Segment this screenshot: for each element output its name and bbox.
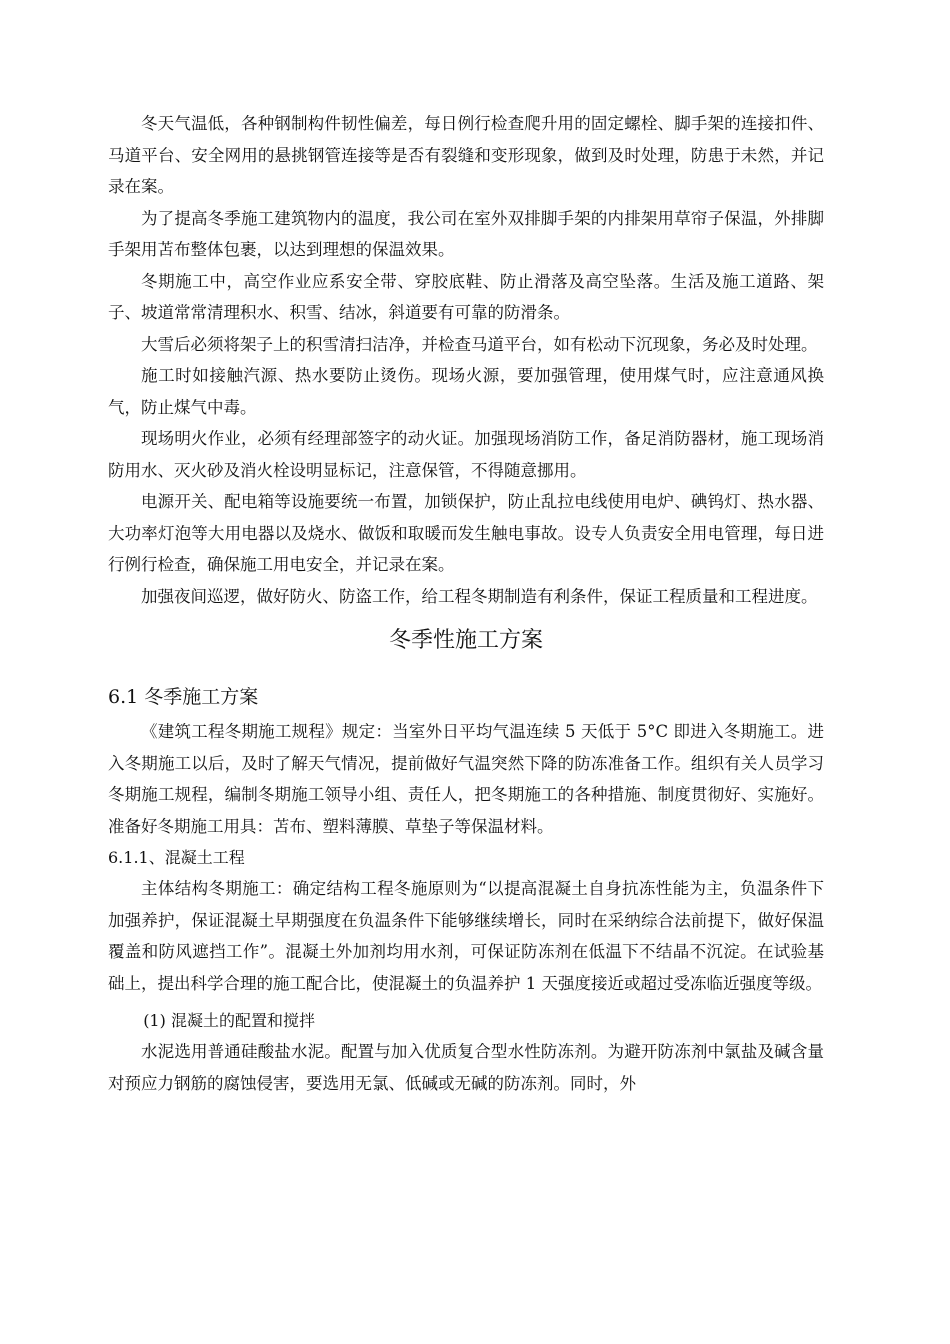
document-body [108, 108, 824, 1099]
paragraph-electrical-safety: 电源开关、配电箱等设施要统一布置，加锁保护，防止乱拉电线使用电炉、碘钨灯、热水器、大功率灯泡等大用电器以及烧水、做饭和取暖而发生触电事故。设专人负责安全用电管理，每日进行例行检查，确保施工用电安全，并记录在案。 [108, 492, 824, 574]
paragraph-winter-regulation: 《建筑工程冬期施工规程》规定：当室外日平均气温连续 5 天低于 5°C 即进入冬期施工。进入冬期施工以后，及时了解天气情况，提前做好气温突然下降的防冻准备工作。组织有关人员学习冬期施工规程，编制冬期施工领导小组、责任人，把冬期施工的各种措施、制度贯彻好、实施好。准备好冬期施工用具：苫布、塑料薄膜、草垫子等保温材料。 [108, 722, 824, 836]
heading-6-1: 6.1 冬季施工方案 [108, 686, 259, 708]
section-title: 冬季性施工方案 [388, 628, 543, 653]
paragraph-burn-gas-prevention: 施工时如接触汽源、热水要防止烫伤。现场火源，要加强管理，使用煤气时，应注意通风换气，防止煤气中毒。 [108, 366, 824, 417]
paragraph-night-patrol: 加强夜间巡逻，做好防火、防盗工作，给工程冬期制造有利条件，保证工程质量和工程进度。 [141, 586, 818, 606]
item-heading-concrete-mixing: (1) 混凝土的配置和搅拌 [143, 1011, 315, 1030]
paragraph-concrete-principle: 主体结构冬期施工：确定结构工程冬施原则为“以提高混凝土自身抗冻性能为主，负温条件下加强养护，保证混凝土早期强度在负温条件下能够继续增长，同时在采纳综合法前提下，做好保温覆盖和防风遮挡工作”。混凝土外加剂均用水剂，可保证防冻剂在低温下不结晶不沉淀。在试验基础上，提出科学合理的施工配合比，使混凝土的负温养护 1 天强度接近或超过受冻临近强度等级。 [108, 879, 824, 993]
paragraph-fire-permit: 现场明火作业，必须有经理部签字的动火证。加强现场消防工作，备足消防器材，施工现场消防用水、灭火砂及消火栓设明显标记，注意保管，不得随意挪用。 [108, 429, 824, 480]
paragraph-snow-clearing: 大雪后必须将架子上的积雪清扫洁净，并检查马道平台，如有松动下沉现象，务必及时处理。 [141, 334, 818, 354]
paragraph-steel-inspection: 冬天气温低，各种钢制构件韧性偏差，每日例行检查爬升用的固定螺栓、脚手架的连接扣件、马道平台、安全网用的悬挑钢管连接等是否有裂缝和变形现象，做到及时处理，防患于未然，并记录在案。 [108, 114, 824, 196]
paragraph-cement-antifreeze: 水泥选用普通硅酸盐水泥。配置与加入优质复合型水性防冻剂。为避开防冻剂中氯盐及碱含量对预应力钢筋的腐蚀侵害，要选用无氯、低碱或无碱的防冻剂。同时，外 [108, 1042, 824, 1093]
paragraph-high-altitude-safety: 冬期施工中，高空作业应系安全带、穿胶底鞋、防止滑落及高空坠落。生活及施工道路、架子、坡道常常清理积水、积雪、结冰，斜道要有可靠的防滑条。 [108, 271, 824, 322]
heading-6-1-1: 6.1.1、混凝土工程 [108, 848, 245, 867]
paragraph-scaffold-insulation: 为了提高冬季施工建筑物内的温度，我公司在室外双排脚手架的内排架用草帘子保温，外排脚手架用苫布整体包裹，以达到理想的保温效果。 [108, 208, 824, 259]
